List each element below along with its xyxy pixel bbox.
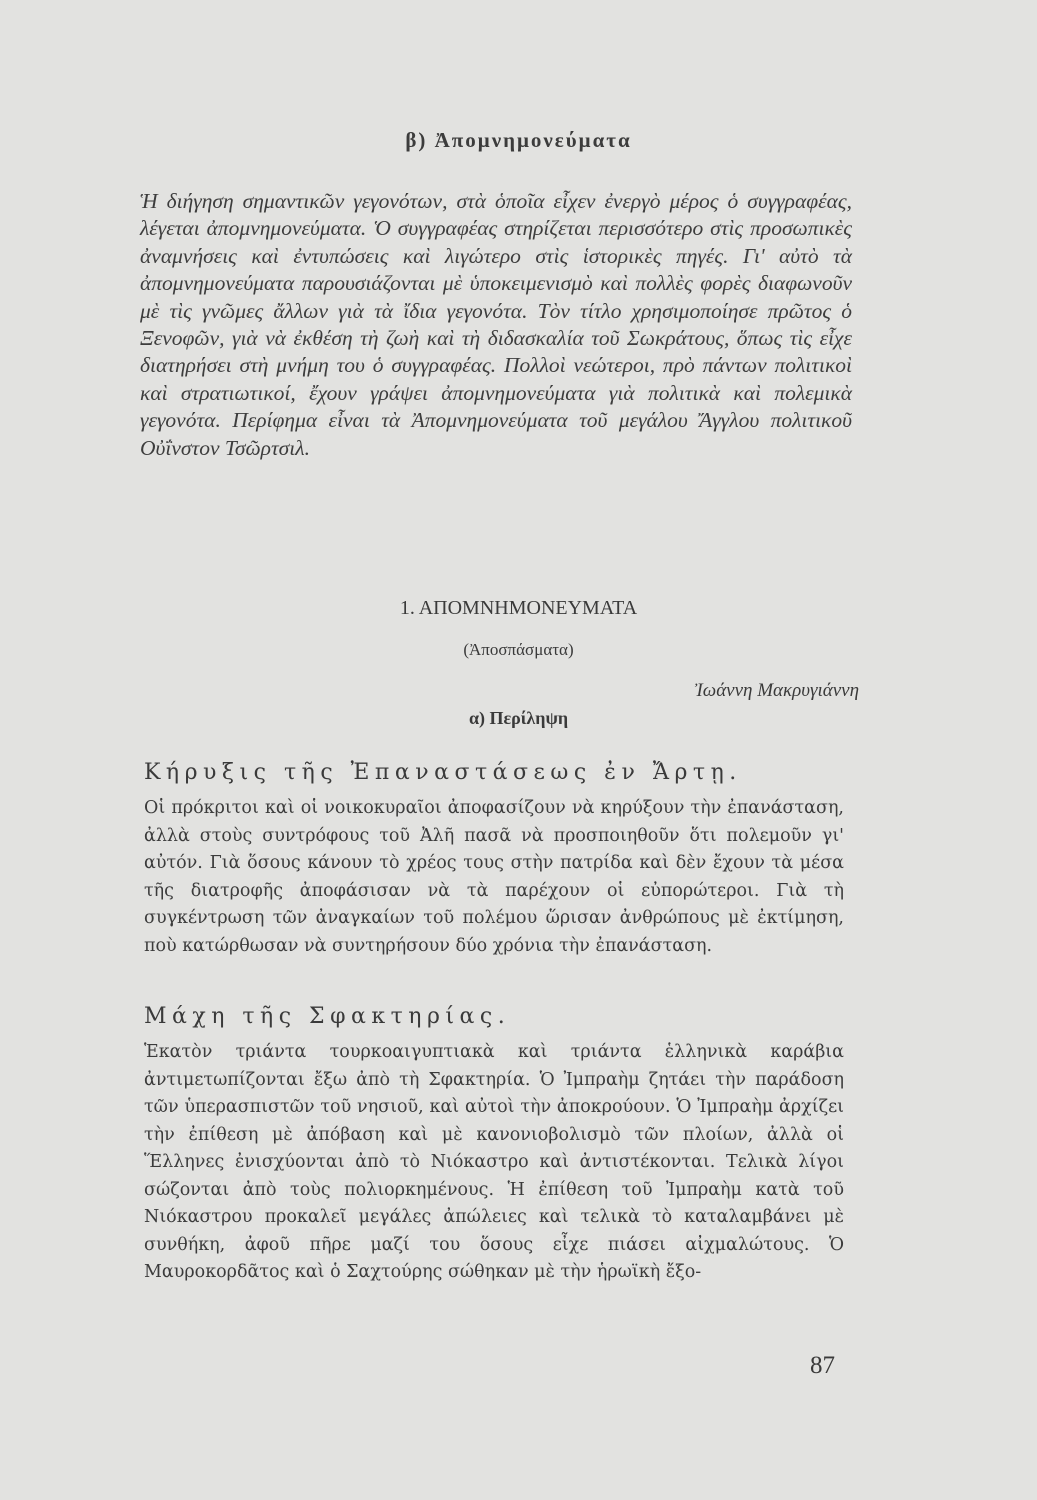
page-number: 87 — [810, 1352, 835, 1379]
section-title-sfaktiria: Μάχη τῆς Σφακτηρίας. — [144, 1004, 511, 1029]
author-name: Ἰωάννη Μακρυγιάννη — [694, 680, 859, 701]
chapter-subtitle: (Ἀποσπάσματα) — [463, 640, 574, 659]
section-text-sfaktiria: Ἑκατὸν τριάντα τουρκοαιγυπτιακὰ καὶ τριάντα ἑλληνικὰ καράβια ἀντιμετωπίζονται ἔξω ἀπὸ τὴ Σφακτηρία. Ὁ Ἰμπραὴμ ζητάει τὴν παράδοση τῶν ὑπερασπιστῶν τοῦ νησιοῦ, καὶ αὐτοὶ τὴν ἀποκρούουν. Ὁ Ἰμπραὴμ ἀρχίζει τὴν ἐπίθεση μὲ ἀπόβαση καὶ μὲ κανονιοβολισμὸ τῶν πλοίων, ἀλλὰ οἱ Ἕλληνες ἐνισχύονται ἀπὸ τὸ Νιόκαστρο καὶ ἀντιστέκονται. Τελικὰ λίγοι σώζονται ἀπὸ τοὺς πολιορκημένους. Ἡ ἐπίθεση τοῦ Ἰμπραὴμ κατὰ τοῦ Νιόκαστρου προκαλεῖ μεγάλες ἀπώλειες καὶ τελικὰ τὸ καταλαμβάνει μὲ συνθήκη, ἀφοῦ πῆρε μαζί του ὅσους εἶχε πιάσει αἰχμαλώτους. Ὁ Μαυροκορδᾶτος καὶ ὁ Σαχτούρης σώθηκαν μὲ τὴν ἡρωϊκὴ ἔξο- — [144, 1042, 844, 1282]
chapter-title: 1. ΑΠΟΜΝΗΜΟΝΕΥΜΑΤΑ — [399, 597, 638, 619]
section-text-arta: Οἱ πρόκριτοι καὶ οἱ νοικοκυραῖοι ἀποφασίζουν νὰ κηρύξουν τὴν ἐπανάσταση, ἀλλὰ στοὺς συντρόφους τοῦ Ἀλῆ πασᾶ νὰ προσποιηθοῦν ὅτι πολεμοῦν γι' αὐτόν. Γιὰ ὅσους κάνουν τὸ χρέος τους στὴν πατρίδα καὶ δὲν ἔχουν τὰ μέσα τῆς διατροφῆς ἀποφάσισαν νὰ τὰ παρέχουν οἱ εὐπορώτεροι. Γιὰ τὴ συγκέντρωση τῶν ἀναγκαίων τοῦ πολέμου ὥρισαν ἀνθρώπους μὲ ἐκτίμηση, ποὺ κατώρθωσαν νὰ συντηρήσουν δύο χρόνια τὴν ἐπανάσταση. — [144, 798, 844, 956]
intro-paragraph: Ἡ διήγηση σημαντικῶν γεγονότων, στὰ ὁποῖα εἶχεν ἐνεργὸ μέρος ὁ συγγραφέας, λέγεται ἀπομνημονεύματα. Ὁ συγγραφέας στηρίζεται περισσότερο στὶς προσωπικὲς ἀναμνήσεις καὶ ἐντυπώσεις καὶ λιγώτερο στὶς ἱστορικὲς πηγές. Γι' αὐτὸ τὰ ἀπομνημονεύματα παρουσιάζονται μὲ ὑποκειμενισμὸ καὶ πολλὲς φορὲς διαφωνοῦν μὲ τὶς γνῶμες ἄλλων γιὰ τὰ ἴδια γεγονότα. Τὸν τίτλο χρησιμοποίησε πρῶτος ὁ Ξενοφῶν, γιὰ νὰ ἐκθέση τὴ ζωὴ καὶ τὴ διδασκαλία τοῦ Σωκράτους, ὅπως τὶς εἶχε διατηρήσει στὴ μνήμη του ὁ συγγραφέας. Πολλοὶ νεώτεροι, πρὸ πάντων πολιτικοὶ καὶ στρατιωτικοί, ἔχουν γράψει ἀπομνημονεύματα γιὰ πολιτικὰ καὶ πολεμικὰ γεγονότα. Περίφημα εἶναι τὰ Ἀπομνημονεύματα τοῦ μεγάλου Ἄγγλου πολιτικοῦ Οὐΐνστον Τσῶρτσιλ. — [140, 189, 852, 460]
section-title-arta: Κήρυξις τῆς Ἐπαναστάσεως ἐν Ἄρτῃ. — [144, 760, 742, 785]
section-heading: β) Ἀπομνημονεύματα — [405, 128, 632, 152]
summary-heading: α) Περίληψη — [468, 708, 569, 728]
